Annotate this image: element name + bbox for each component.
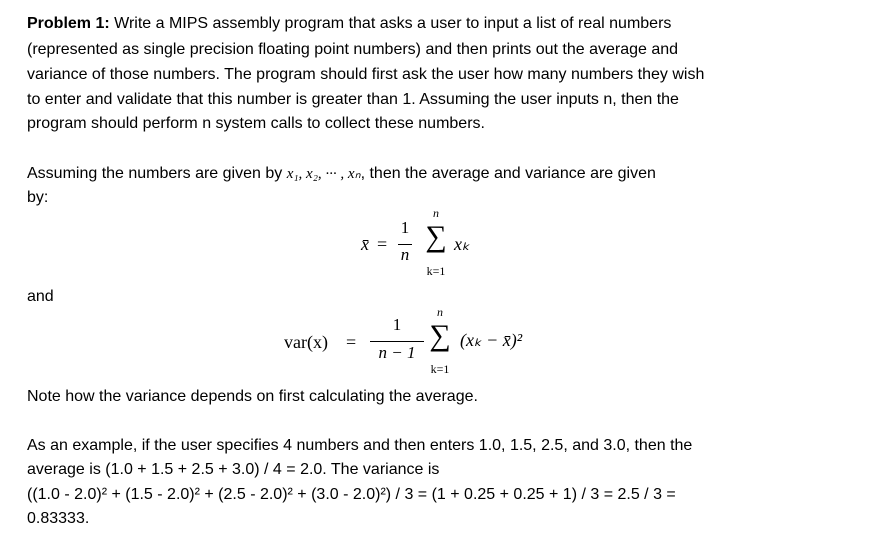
- problem-line-1-text: Write a MIPS assembly program that asks a user to input a list of real numbers: [109, 15, 672, 32]
- var-equals: =: [346, 332, 357, 352]
- example-line-1: As an example, if the user specifies 4 numbers and then enters 1.0, 1.5, 2.5, and 3.0, then the: [27, 437, 693, 454]
- problem-line-1: [27, 12, 671, 36]
- var-sum-lower: k=1: [430, 362, 450, 376]
- and-text: and: [27, 288, 54, 305]
- avg-term: xₖ: [454, 234, 470, 254]
- avg-frac-den: n: [400, 245, 410, 264]
- var-sum-upper: n: [437, 305, 443, 319]
- note-text: Note how the variance depends on first calculating the average.: [27, 388, 478, 405]
- assumption-line-2: by:: [27, 189, 49, 206]
- avg-sum-upper: n: [433, 206, 439, 220]
- sequence-math: x₁, x₂, ··· , xₙ: [286, 166, 361, 182]
- example-line-2: average is (1.0 + 1.5 + 2.5 + 3.0) / 4 = 2.0. The variance is: [27, 461, 440, 478]
- avg-lhs: x̄: [361, 234, 369, 254]
- avg-sum-lower: k=1: [426, 264, 446, 278]
- problem-label: Problem 1:: [27, 15, 110, 32]
- var-frac-num: 1: [392, 315, 402, 334]
- var-frac-bar: [370, 341, 424, 342]
- example-line-3: ((1.0 - 2.0)² + (1.5 - 2.0)² + (2.5 - 2.0)² + (3.0 - 2.0)²) / 3 = (1 + 0.25 + 0.25 + 1) / 3 = 2.5 / 3 =: [27, 486, 676, 503]
- problem-line-5: program should perform n system calls to collect these numbers.: [27, 115, 485, 132]
- problem-line-4: to enter and validate that this number is greater than 1. Assuming the user inputs n, then the: [27, 91, 679, 108]
- problem-line-3: variance of those numbers. The program should first ask the user how many numbers they wish: [27, 66, 705, 83]
- var-frac-den: n − 1: [378, 343, 416, 362]
- avg-sum-sign: ∑: [425, 220, 447, 253]
- var-term: (xₖ − x̄)²: [460, 330, 523, 350]
- assumption-line-1: [27, 162, 656, 186]
- avg-frac-num: 1: [400, 218, 410, 237]
- example-line-4: 0.83333.: [27, 510, 90, 527]
- var-lhs: var(x): [284, 332, 328, 352]
- avg-equals: =: [377, 234, 388, 254]
- problem-line-2: (represented as single precision floating point numbers) and then prints out the average and: [27, 41, 679, 58]
- var-sum-sign: ∑: [429, 319, 451, 352]
- assumption-suffix: , then the average and variance are given: [360, 165, 656, 182]
- assumption-prefix: Assuming the numbers are given by: [27, 165, 287, 182]
